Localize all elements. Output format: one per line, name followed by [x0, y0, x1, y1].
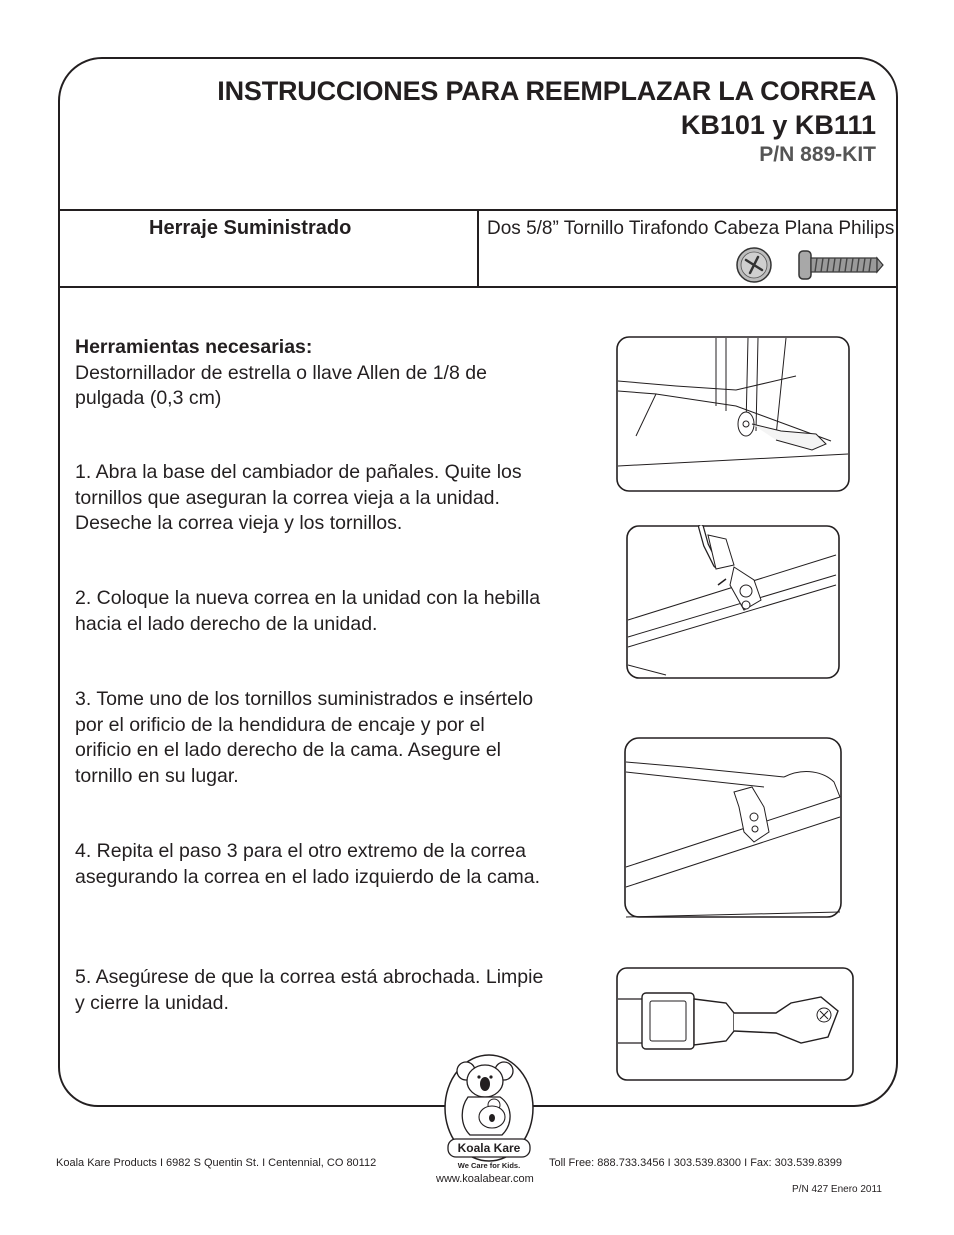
step-4: 4. Repita el paso 3 para el otro extremo de la correa asegurando la correa en el lado izquierdo de la cama. — [75, 840, 541, 888]
step-2-illustration — [626, 525, 840, 679]
step-3: 3. Tome uno de los tornillos suministrados e insértelo por el orificio de la hendidura de encaje y por el orificio en el lado derecho de la cama. Asegure el tornillo en su lugar. — [75, 688, 534, 787]
step-1-illustration — [616, 336, 850, 492]
footer-website[interactable]: www.koalabear.com — [436, 1173, 534, 1185]
hardware-table — [58, 209, 898, 288]
title-block — [217, 74, 876, 168]
hardware-description: Dos 5/8” Tornillo Tirafondo Cabeza Plana Philips — [487, 218, 895, 239]
logo-brand: Koala Kare — [457, 1141, 521, 1155]
step-5: 5. Asegúrese de que la correa está abrochada. Limpie y cierre la unidad. — [75, 966, 544, 1014]
koala-kare-logo — [442, 1053, 536, 1173]
page-title: INSTRUCCIONES PARA REEMPLAZAR LA CORREA — [217, 76, 876, 106]
step-5-illustration — [616, 967, 854, 1081]
hardware-label: Herraje Suministrado — [149, 217, 352, 239]
logo-tagline: We Care for Kids. — [457, 1161, 521, 1170]
tools-section — [75, 335, 545, 412]
step-2: 2. Coloque la nueva correa en la unidad con la hebilla hacia el lado derecho de la unidad. — [75, 587, 541, 635]
screw-head-icon — [734, 246, 774, 284]
screw-side-icon — [798, 249, 884, 281]
part-number: P/N 889-KIT — [759, 143, 876, 166]
footer-doc-number: P/N 427 Enero 2011 — [792, 1184, 882, 1195]
footer-phones: Toll Free: 888.733.3456 I 303.539.8300 I Fax: 303.539.8399 — [549, 1157, 842, 1169]
tools-heading: Herramientas necesarias: — [75, 336, 313, 358]
step-1: 1. Abra la base del cambiador de pañales. Quite los tornillos que aseguran la correa vieja a la unidad. Deseche la correa vieja y los tornillos. — [75, 461, 522, 534]
footer-address: Koala Kare Products I 6982 S Quentin St. I Centennial, CO 80112 — [56, 1157, 377, 1169]
model-numbers: KB101 y KB111 — [680, 110, 876, 140]
step-3-illustration — [624, 737, 842, 918]
tools-text: Destornillador de estrella o llave Allen de 1/8 de pulgada (0,3 cm) — [75, 361, 487, 409]
table-divider — [477, 211, 479, 286]
